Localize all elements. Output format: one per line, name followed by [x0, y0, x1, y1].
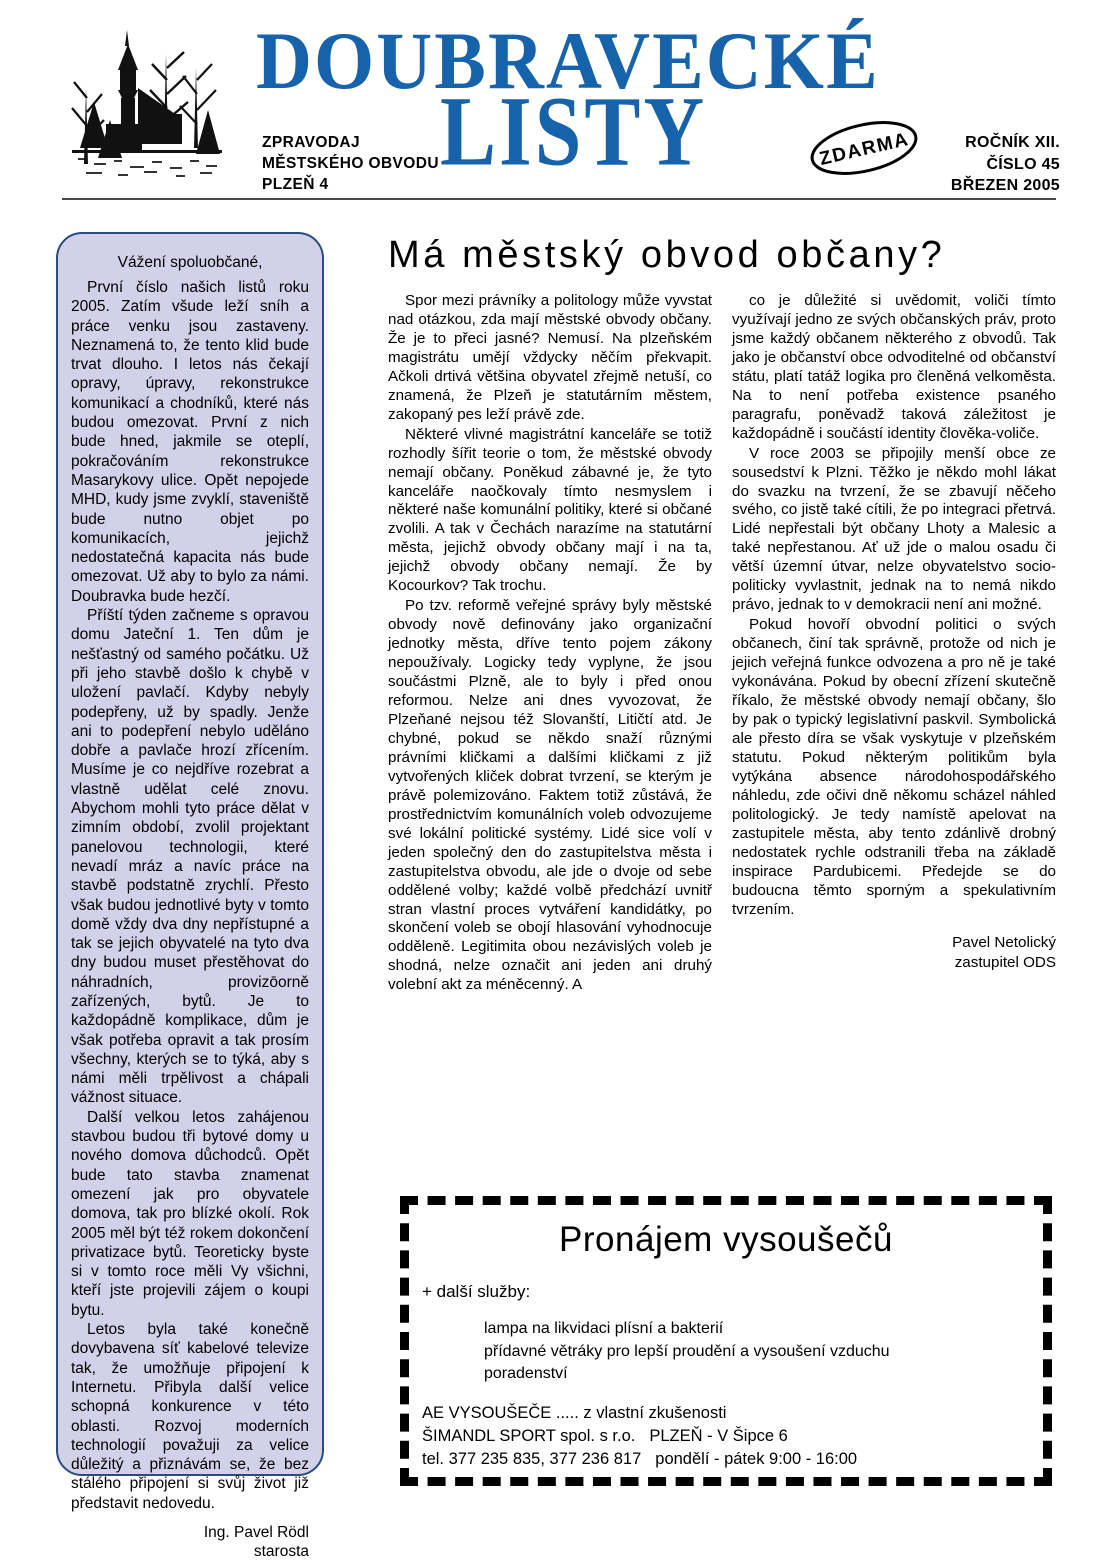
ad-contact-block: [422, 1402, 1030, 1470]
editorial-paragraph: První číslo našich listů roku 2005. Zatím všude leží sníh a práce venku jsou zastaveny. Neznamená to, že tento klid bude trvat dlouho. I letos nás čekají opravy, úpravy, rekonstrukce komunikací a chodníků, které nás budou omezovat. První z nich bude hned, jakmile se oteplí, pokračováním rekonstrukce Masarykovy ulice. Opět nepojede MHD, kudy jsme zvyklí, staveniště bude nutno objet po komunikacích, jejichž nedostatečná kapacita nás bude omezovat. Už aby to bylo za námi. Doubravka bude hezčí.: [71, 279, 309, 605]
editorial-paragraph: Příští týden začneme s opravou domu Jateční 1. Ten dům je nešťastný od samého počátku. Už při jeho stavbě došlo k chybě v uložení pavlačí. Kdyby nebyly podepřeny, už by spadly. Jenže ani to podepření nebylo uděláno dobře a pavlače hrozí zřícením. Musíme je co nejdříve rozebrat a vlastně udělat celé znovu. Abychom mohli tyto práce dělat v zimním období, zvolil projektant panelovou technologii, které nevadí mráz a navíc práce na stavbě podstatně zrychlí. Přesto však budou jednotlivé byty v tomto domě vždy dva dny nepřístupné a tak se jejich obyvatelé na tyto dva dny budou muset přestěhovat do náhradních, provizōorně zařízených, bytů. Je to každopádně komplikace, dům je však potřeba opravit a tak prosím všechny, kterých se to týká, aby s námi měli trpělivost a chápali vážnost situace.: [71, 607, 309, 1107]
signature-name: Ing. Pavel Rödl: [203, 1524, 309, 1541]
ad-phone-line: [422, 1448, 1030, 1471]
article-paragraph: Pokud hovoří obvodní politici o svých občanech, činí tak správně, protože od nich je jejich veřejná funkce odvozena a pro ně je také vykonávána. Pokud by obecní zřízení skutečně říkalo, že městské obvody nemají občany, šlo by pak o typický legislativní paskvil. Symbolická ale přesto díra se však vyskytuje v plzeňském statutu. Pokud některým politikům byla vytýkána absence národohospodářského náhledu, zde očivi dně někomu scházel náhled politologický. Je tedy namístě apelovat na zastupitele města, aby tento zdánlivě drobný nedostatek rychle odstranili třeba na základě inspirace Pardubicemi. Předejde se do budoucna těmto sporným a spekulativním tvrzením.: [732, 616, 1056, 918]
article-byline: [732, 933, 1056, 971]
article-paragraph: Některé vlivné magistrátní kanceláře se totiž rozhodly šířit teorie o tom, že městské obvody nemají občany. Poněkud zábavné je, že tyto kanceláře naočkovaly tímto nesmyslem i některé naše komunální politiky, které si občané zvolili. A tak v Čechách narazíme na statutární města, jejichž obvody občany mají i na ta, jejichž obvody občany nemají. Že by Kocourkov? Tak trochu.: [388, 425, 712, 595]
masthead-title-line1: DOUBRAVECKÉ: [256, 15, 880, 107]
ad-opening-hours: pondělí - pátek 9:00 - 16:00: [655, 1449, 858, 1468]
article-paragraph: Spor mezi právníky a politology může vyvstat nad otázkou, zda mají městské obvody občany. Že je to přeci jasné? Nemusí. Na plzeňském magistrátu umějí vždycky něčím překvapit. Ačkoli drtivá většina obyvatel zřejmě netuší, co znamená, že Plzeň je statutárním městem, zakopaný pes leží právě zde.: [388, 292, 712, 423]
church-illustration-logo: [66, 24, 232, 186]
editorial-signature: [71, 1523, 309, 1562]
signature-role: starosta: [253, 1543, 309, 1561]
editorial-paragraph: Další velkou letos zahájenou stavbou budou tři bytové domy u nového domova důchodců. Opět bude tato stavba znamenat omezení jak pro obyvatele domova, tak pro blízké okolí. Rok 2005 měl být též rokem dokončení privatizace bytů. Teoreticky byste si v tomto roce měli Vy všichni, kteří jste projevili zájem o koupi bytu.: [71, 1108, 309, 1319]
masthead-title-line2: LISTY: [440, 77, 708, 188]
ad-title: Pronájem vysoušečů: [559, 1220, 893, 1259]
editorial-paragraph: Letos byla také konečně dovybavena síť kabelové televize tak, že umožňuje připojení k Internetu. Přibyla další velice schopná konkurence v této oblasti. Rozvoj moderních technologií považuji za velice důležitý a přiznávám se, že bez stálého připojení si svůj život již představit nedovedu.: [71, 1321, 309, 1512]
article-paragraph: Po tzv. reformě veřejné správy byly městské obvody nově definovány jako organizační jednotky města, dříve tento pojem zákony nepoužívaly. Logicky tedy vyplyne, že jsou součástmi Plzně, ale to byly i před onou reformou. Nelze ani dnes vyvozovat, že Plzeňané nejsou též Slovanští, Litičtí atd. Je chybné, pokud se někdo snaží různými právními kličkami a dalšími kličkami z již vytvořených kliček dobrat tvrzení, se kterým je právě polemizováno. Faktem totiž zůstává, že prostřednictvím komunálních voleb odvozujeme své lokální politické systémy. Lidé sice volí v jeden společný den do zastupitelstva města i zastupitelstva obvodu, ale jde o dvoje od sebe oddělené volby; každé volbě předchází uvnitř stran vlastní proces vytváření kandidátky, po skončení voleb se obojí hlasování vyhodnocuje odděleně. Legitimita obou nezávislých voleb je shodná, nelze označit ani jeden ani druhý volební akt za méněcenný. A: [388, 597, 712, 994]
svg-text:ZDARMA: ZDARMA: [817, 128, 912, 170]
ad-company-tagline: AE VYSOUŠEČE ..... z vlastní zkušenosti: [422, 1404, 727, 1423]
subtitle-line-1: ZPRAVODAJ: [262, 134, 361, 151]
advertisement-box: [400, 1196, 1052, 1486]
ad-subtitle: + další služby:: [422, 1282, 531, 1301]
article-paragraph: V roce 2003 se připojily menší obce ze sousedství k Plzni. Těžko je někdo mohl lákat do svazku na tvrzení, že se zbavují něčeho svého, co jistě také cítili, že po integraci přetrvá. Lidé nepřestali být občany Lhoty a Malesic a také nepřestanou. Ať už jde o malou osadu či větší územní útvar, nelze obyvatelstvo socio-politicky vyvlastnit, jednak na to nemá nikdo právo, jednak to v demokracii není ani možné.: [732, 444, 1056, 614]
subtitle-line-3: PLZEŇ 4: [262, 175, 329, 193]
article-headline: Má městský obvod občany?: [388, 234, 946, 276]
editorial-greeting: Vážení spoluobčané,: [117, 254, 263, 271]
issue-number: ČÍSLO 45: [986, 155, 1060, 173]
ad-company-name: ŠIMANDL SPORT spol. s r.o.: [422, 1426, 636, 1445]
issue-volume: ROČNÍK XII.: [965, 134, 1060, 151]
ad-service-item: přídavné větráky pro lepší proudění a vysoušení vzduchu: [484, 1342, 890, 1360]
editorial-sidebar: [56, 232, 324, 1561]
byline-role: zastupitel ODS: [954, 953, 1056, 971]
ad-company-line: [422, 1425, 1030, 1448]
masthead-subtitle: [262, 133, 439, 195]
article-column-left: [388, 292, 712, 996]
ad-company-address: PLZEŇ - V Šipce 6: [649, 1426, 788, 1445]
masthead-divider: [62, 198, 1056, 200]
masthead: [0, 0, 1094, 196]
ad-service-item: lampa na likvidaci plísní a bakterií: [484, 1320, 724, 1337]
byline-name: Pavel Netolický: [952, 934, 1056, 952]
ad-phone-numbers: tel. 377 235 835, 377 236 817: [422, 1449, 642, 1468]
subtitle-line-2: MĚSTSKÉHO OBVODU: [262, 154, 439, 172]
issue-date: BŘEZEN 2005: [950, 177, 1060, 195]
ad-service-item: poradenství: [484, 1365, 568, 1383]
article-column-right: [732, 292, 1056, 972]
article-paragraph: co je důležité si uvědomit, voliči tímto využívají jedno ze svých občanských práv, proto jsme každý občanem některého z obvodů. Tak jako je občanství obce odvoditelné od občanství státu, platí tatáž logika pro členěná velkoměsta. Na to není potřeba existence psaného paragrafu, poněvadž taková záležitost je každopádně i součástí identity člověka-voliče.: [732, 292, 1056, 442]
free-badge: [808, 122, 920, 174]
ad-service-list: [484, 1318, 1030, 1386]
issue-info: [951, 132, 1060, 197]
